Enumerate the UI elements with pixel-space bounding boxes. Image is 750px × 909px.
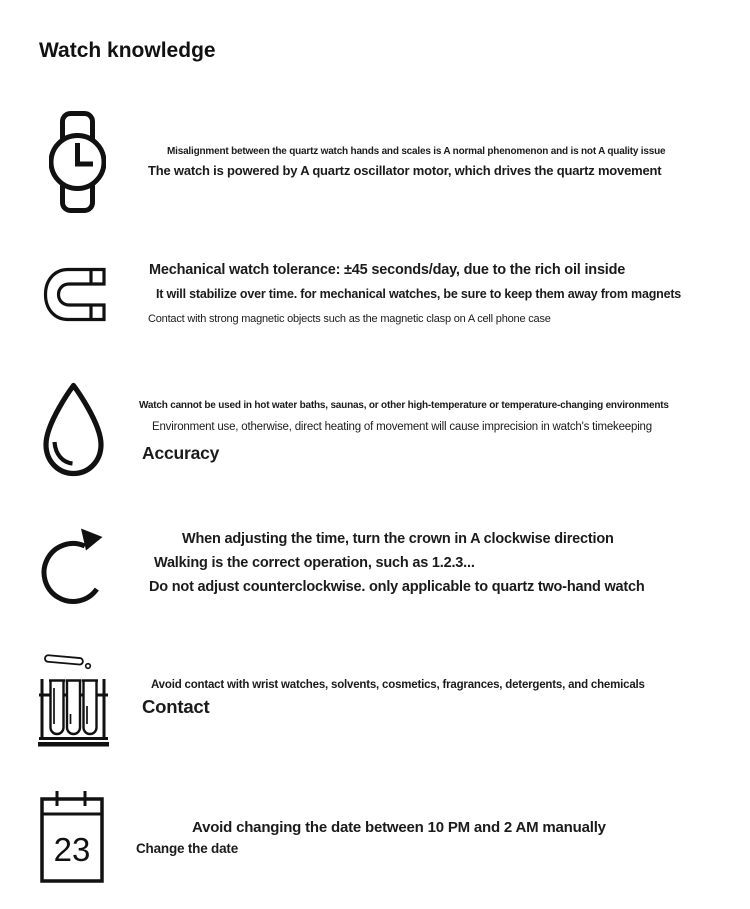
date-note-secondary: Change the date: [136, 841, 239, 856]
water-drop-icon: [39, 381, 108, 478]
contact-heading: Contact: [142, 696, 210, 717]
calendar-icon: [40, 790, 104, 884]
page-title: Watch knowledge: [39, 39, 216, 62]
adjust-note-2: Walking is the correct operation, such as 1.2.3...: [154, 555, 475, 571]
magnet-note-small: Contact with strong magnetic objects such as the magnetic clasp on A cell phone case: [148, 313, 551, 325]
clockwise-arrow-icon: [40, 524, 110, 607]
quartz-note-small: Misalignment between the quartz watch hands and scales is A normal phenomenon and is not A quality issue: [167, 146, 666, 157]
calendar-day-number: 23: [53, 831, 91, 868]
date-note-main: Avoid changing the date between 10 PM and 2 AM manually: [192, 819, 606, 836]
contact-note-small: Avoid contact with wrist watches, solvents, cosmetics, fragrances, detergents, and chemicals: [151, 679, 645, 691]
adjust-note-3: Do not adjust counterclockwise. only applicable to quartz two-hand watch: [149, 579, 645, 595]
magnet-note-main: Mechanical watch tolerance: ±45 seconds/day, due to the rich oil inside: [149, 262, 626, 278]
test-tubes-icon: [38, 650, 110, 747]
adjust-note-1: When adjusting the time, turn the crown in A clockwise direction: [182, 531, 614, 547]
magnet-icon: [42, 265, 106, 324]
wristwatch-icon: [49, 111, 106, 213]
quartz-note-main: The watch is powered by A quartz oscillator motor, which drives the quartz movement: [148, 163, 662, 178]
magnet-note-secondary: It will stabilize over time. for mechanical watches, be sure to keep them away from magnets: [156, 287, 682, 301]
accuracy-heading: Accuracy: [142, 443, 220, 463]
accuracy-note-small: Watch cannot be used in hot water baths, saunas, or other high-temperature or temperature-changing environments: [139, 400, 669, 411]
accuracy-note-secondary: Environment use, otherwise, direct heating of movement will cause imprecision in watch's timekeeping: [152, 421, 652, 433]
